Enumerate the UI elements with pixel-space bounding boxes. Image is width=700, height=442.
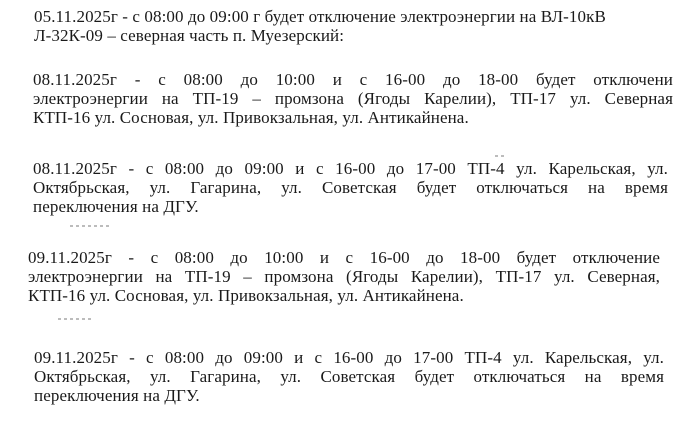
notice-5-line-2: Октябрьская, ул. Гагарина, ул. Советская будет отключаться на время [34, 367, 664, 386]
notice-1-line-2: Л-32К-09 – северная часть п. Муезерский: [34, 26, 345, 45]
notice-2-line-1: 08.11.2025г - с 08:00 до 10:00 и с 16-00 до 18-00 будет отключени [33, 70, 673, 89]
notice-4-line-2: электроэнергии на ТП-19 – промзона (Ягоды Карелии), ТП-17 ул. Северная, [28, 267, 660, 286]
notice-5-line-3: переключения на ДГУ. [34, 386, 200, 405]
notice-paragraph-2 [33, 70, 673, 127]
notice-paragraph-1 [34, 7, 674, 45]
notice-2-line-3: КТП-16 ул. Сосновая, ул. Привокзальная, ул. Антикайнена. [33, 108, 469, 127]
notice-4-line-3: КТП-16 ул. Сосновая, ул. Привокзальная, ул. Антикайнена. [28, 286, 464, 305]
scan-artifact [495, 155, 507, 157]
notice-3-line-2: Октябрьская, ул. Гагарина, ул. Советская будет отключаться на время [33, 178, 668, 197]
notice-3-line-3: переключения на ДГУ. [33, 197, 199, 216]
notice-5-line-1: 09.11.2025г - с 08:00 до 09:00 и с 16-00 до 17-00 ТП-4 ул. Карельская, ул. [34, 348, 664, 367]
scan-artifact [70, 225, 110, 227]
notice-3-line-1: 08.11.2025г - с 08:00 до 09:00 и с 16-00 до 17-00 ТП-4 ул. Карельская, ул. [33, 159, 668, 178]
notice-paragraph-3 [33, 159, 668, 216]
notice-paragraph-4 [28, 248, 660, 305]
notice-4-line-1: 09.11.2025г - с 08:00 до 10:00 и с 16-00 до 18-00 будет отключение [28, 248, 660, 267]
notice-2-line-2: электроэнергии на ТП-19 – промзона (Ягоды Карелии), ТП-17 ул. Северная [33, 89, 673, 108]
scan-artifact [58, 318, 94, 320]
notice-paragraph-5 [34, 348, 664, 405]
notice-1-line-1: 05.11.2025г - с 08:00 до 09:00 г будет отключение электроэнергии на ВЛ-10кВ [34, 7, 606, 26]
